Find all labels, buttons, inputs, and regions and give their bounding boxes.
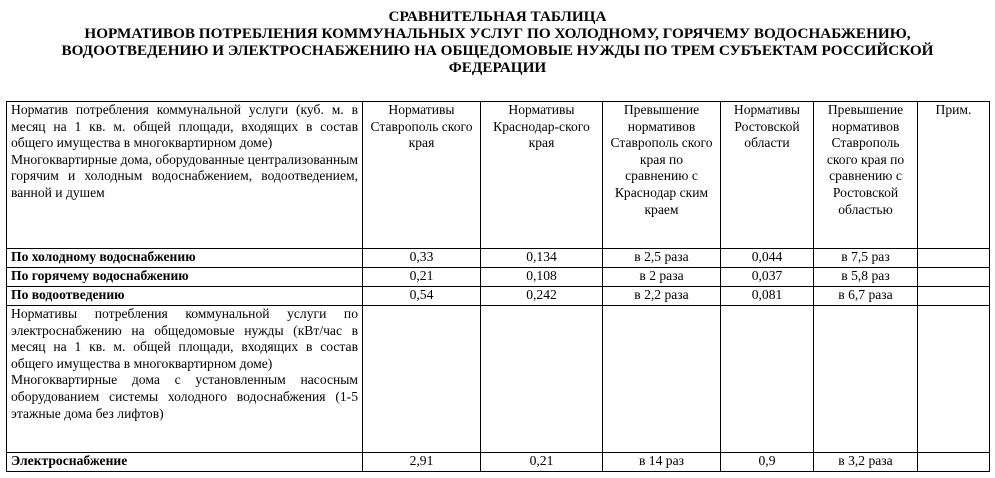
cell-note bbox=[918, 287, 990, 306]
cell-excess-rostov: в 6,7 раза bbox=[814, 287, 918, 306]
cell-krasnodar: 0,242 bbox=[481, 287, 603, 306]
empty-cell bbox=[721, 306, 814, 453]
cell-excess-rostov: в 3,2 раза bbox=[814, 453, 918, 472]
document-title bbox=[0, 8, 995, 76]
row-label-drainage: По водоотведению bbox=[7, 287, 363, 306]
col-header-krasnodar: Нормативы Краснодар-ского края bbox=[481, 102, 603, 249]
col-header-excess-krasnodar: Превышение нормативов Ставрополь ского края по сравнению с Краснодар ским краем bbox=[603, 102, 721, 249]
cell-excess-krasnodar: в 2 раза bbox=[603, 268, 721, 287]
cell-note bbox=[918, 268, 990, 287]
table-row bbox=[7, 453, 990, 472]
title-line-1: СРАВНИТЕЛЬНАЯ ТАБЛИЦА bbox=[388, 8, 607, 25]
electric-header-row bbox=[7, 306, 990, 453]
table-row bbox=[7, 268, 990, 287]
header-description-p2: Многоквартирные дома, оборудованные централизованным горячим и холодным водоснабжением, водоотведением, ванной и душем bbox=[11, 151, 358, 200]
cell-krasnodar: 0,21 bbox=[481, 453, 603, 472]
cell-stavropol: 0,21 bbox=[363, 268, 481, 287]
empty-cell bbox=[603, 306, 721, 453]
electric-description-p1: Нормативы потребления коммунальной услуги по электроснабжению на общедомовые нужды (кВт/час в месяц на 1 кв. м. общей площади, входящих в состав общего имущества в многоквартирном доме) bbox=[11, 306, 358, 371]
cell-krasnodar: 0,134 bbox=[481, 249, 603, 268]
cell-rostov: 0,9 bbox=[721, 453, 814, 472]
cell-rostov: 0,081 bbox=[721, 287, 814, 306]
cell-excess-krasnodar: в 14 раз bbox=[603, 453, 721, 472]
cell-stavropol: 0,54 bbox=[363, 287, 481, 306]
electric-description-cell bbox=[7, 306, 363, 453]
row-label-electricity: Электроснабжение bbox=[7, 453, 363, 472]
header-description-p1: Норматив потребления коммунальной услуги (куб. м. в месяц на 1 кв. м. общей площади, входящих в состав общего имущества в многоквартирном доме) bbox=[11, 102, 358, 151]
title-line-3: ВОДООТВЕДЕНИЮ И ЭЛЕКТРОСНАБЖЕНИЮ НА ОБЩЕДОМОВЫЕ НУЖДЫ ПО ТРЕМ СУБЪЕКТАМ РОССИЙСКОЙ bbox=[61, 42, 934, 59]
empty-cell bbox=[814, 306, 918, 453]
col-header-excess-rostov: Превышение нормативов Ставрополь ского края по сравнению с Ростовской областью bbox=[814, 102, 918, 249]
col-header-rostov: Нормативы Ростовской области bbox=[721, 102, 814, 249]
col-header-stavropol: Нормативы Ставрополь ского края bbox=[363, 102, 481, 249]
comparison-table bbox=[6, 101, 990, 472]
table-header-row bbox=[7, 102, 990, 249]
cell-note bbox=[918, 249, 990, 268]
cell-excess-rostov: в 5,8 раз bbox=[814, 268, 918, 287]
cell-excess-krasnodar: в 2,2 раза bbox=[603, 287, 721, 306]
electric-description-p2: Многоквартирные дома с установленным насосным оборудованием системы холодного водоснабжения (1-5 этажные дома без лифтов) bbox=[11, 372, 358, 421]
cell-note bbox=[918, 453, 990, 472]
table-row bbox=[7, 287, 990, 306]
header-description-cell bbox=[7, 102, 363, 249]
title-line-2: НОРМАТИВОВ ПОТРЕБЛЕНИЯ КОММУНАЛЬНЫХ УСЛУГ ПО ХОЛОДНОМУ, ГОРЯЧЕМУ ВОДОСНАБЖЕНИЮ, bbox=[84, 25, 911, 42]
cell-rostov: 0,044 bbox=[721, 249, 814, 268]
cell-rostov: 0,037 bbox=[721, 268, 814, 287]
empty-cell bbox=[363, 306, 481, 453]
empty-cell bbox=[481, 306, 603, 453]
col-header-note: Прим. bbox=[918, 102, 990, 249]
empty-cell bbox=[918, 306, 990, 453]
title-line-4: ФЕДЕРАЦИИ bbox=[448, 59, 547, 76]
cell-excess-rostov: в 7,5 раз bbox=[814, 249, 918, 268]
cell-stavropol: 0,33 bbox=[363, 249, 481, 268]
table-row bbox=[7, 249, 990, 268]
cell-krasnodar: 0,108 bbox=[481, 268, 603, 287]
cell-excess-krasnodar: в 2,5 раза bbox=[603, 249, 721, 268]
cell-stavropol: 2,91 bbox=[363, 453, 481, 472]
row-label-hot-water: По горячему водоснабжению bbox=[7, 268, 363, 287]
row-label-cold-water: По холодному водоснабжению bbox=[7, 249, 363, 268]
